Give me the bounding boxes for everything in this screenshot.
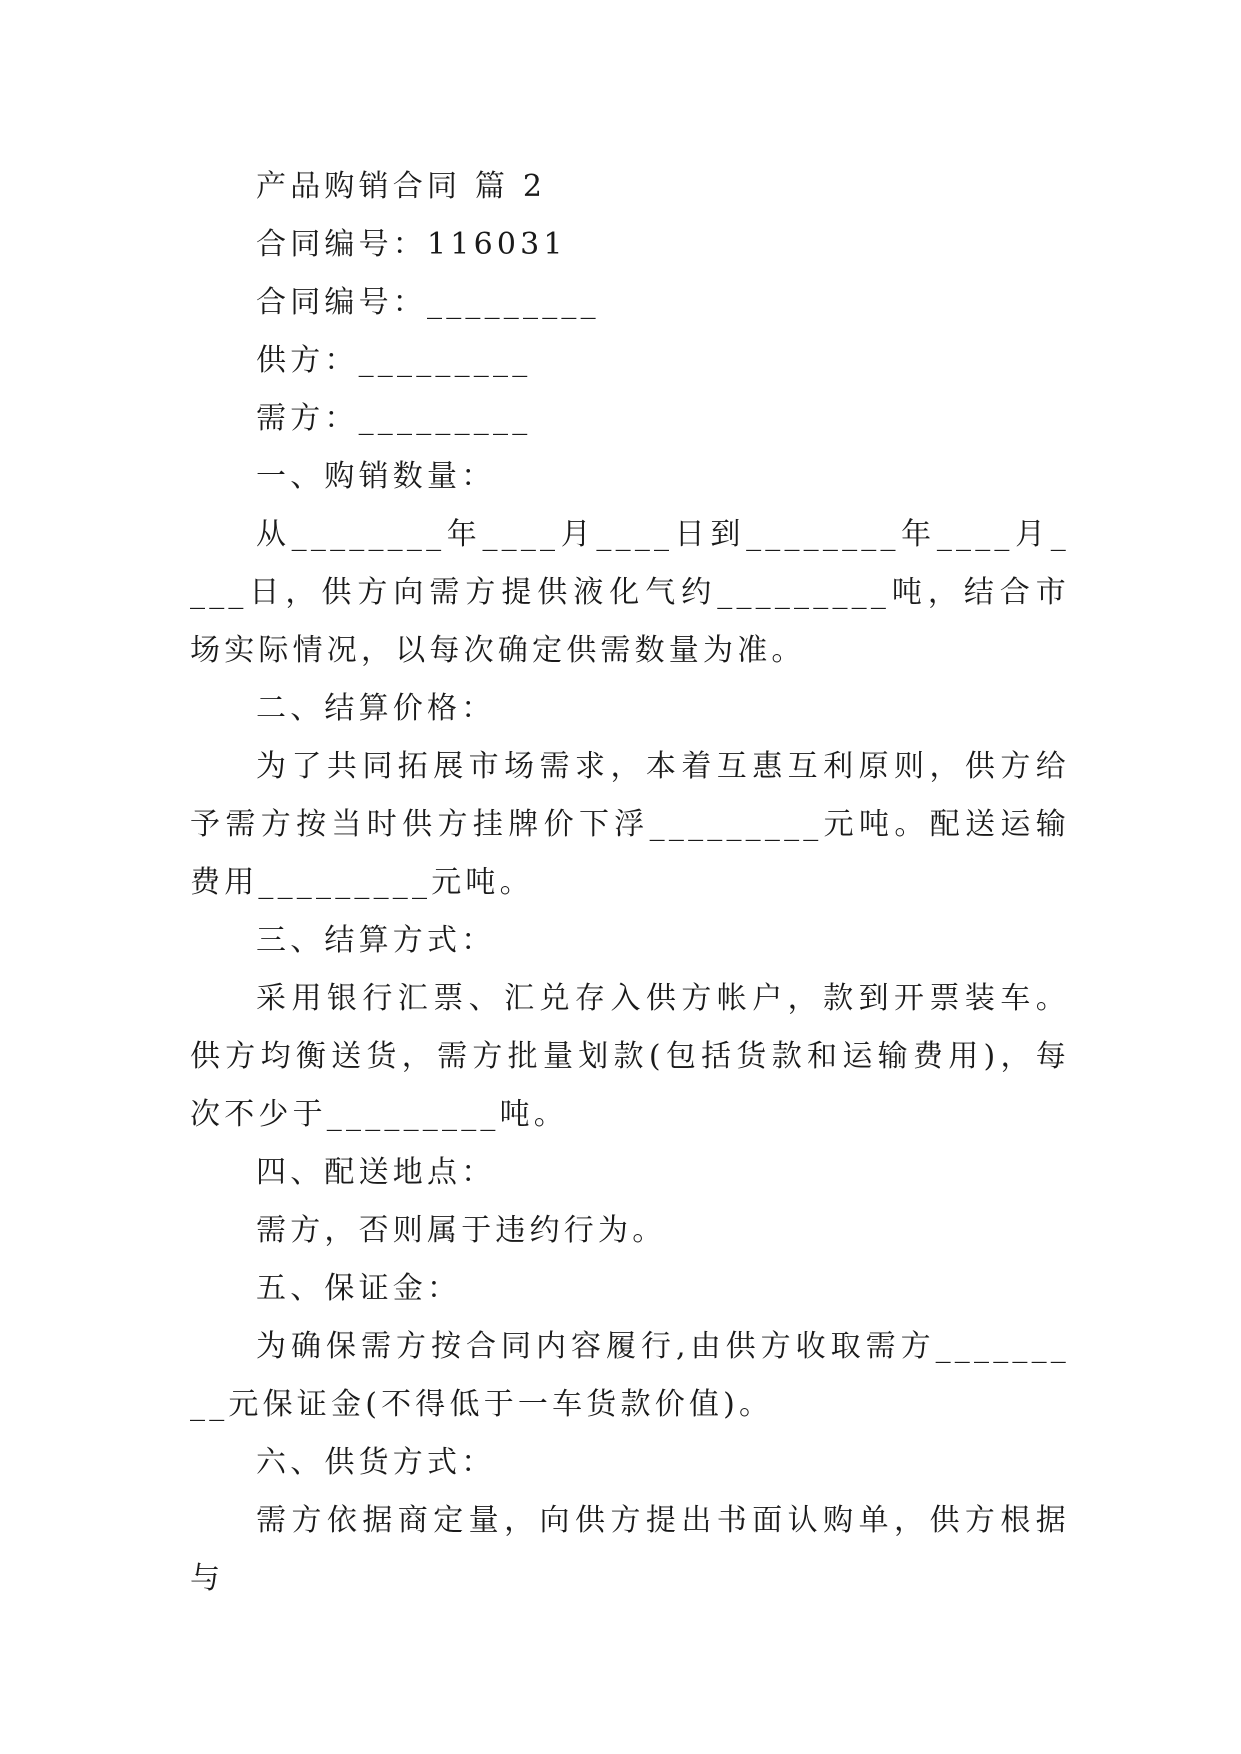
section-6-body: 需方依据商定量，向供方提出书面认购单，供方根据与 xyxy=(190,1503,1070,1596)
section-3-heading: 三、结算方式： xyxy=(256,923,496,958)
section-3-body: 采用银行汇票、汇兑存入供方帐户，款到开票装车。供方均衡送货，需方批量划款(包括货款和运输费用)，每次不少于_________吨。 xyxy=(190,981,1070,1132)
section-4-body: 需方，否则属于违约行为。 xyxy=(256,1213,667,1248)
section-1-body: 从________年____月____日到________年____月____日，供方向需方提供液化气约_________吨，结合市场实际情况，以每次确定供需数量为准。 xyxy=(190,517,1070,668)
section-6-heading: 六、供货方式： xyxy=(256,1445,496,1480)
supplier-line: 供方：_________ xyxy=(256,343,532,378)
section-5-body: 为确保需方按合同内容履行,由供方收取需方_________元保证金(不得低于一车货款价值)。 xyxy=(190,1329,1070,1422)
section-2-body: 为了共同拓展市场需求，本着互惠互利原则，供方给予需方按当时供方挂牌价下浮_________元吨。配送运输费用_________元吨。 xyxy=(190,749,1070,900)
contract-number-blank: 合同编号：_________ xyxy=(256,285,600,320)
section-5-heading: 五、保证金： xyxy=(256,1271,462,1306)
contract-document xyxy=(190,158,1070,1608)
section-2-heading: 二、结算价格： xyxy=(256,691,496,726)
section-4-heading: 四、配送地点： xyxy=(256,1155,496,1190)
document-title: 产品购销合同 篇 2 xyxy=(256,169,547,204)
buyer-line: 需方：_________ xyxy=(256,401,532,436)
section-1-heading: 一、购销数量： xyxy=(256,459,496,494)
contract-number: 合同编号：116031 xyxy=(256,227,567,262)
